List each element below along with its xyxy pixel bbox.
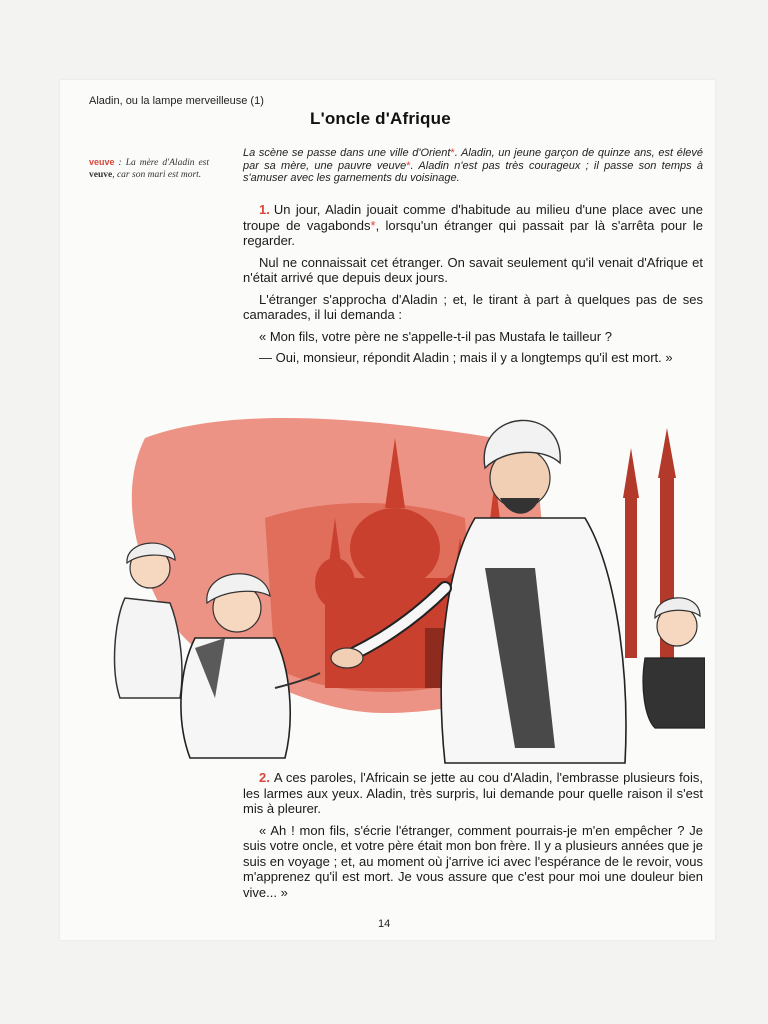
paragraph: — Oui, monsieur, répondit Aladin ; mais il y a longtemps qu'il est mort. » [259,350,673,365]
illustration [85,368,705,768]
page-number: 14 [378,918,391,930]
boy-right [643,598,705,728]
section-number: 2. [259,770,270,785]
paragraph: Nul ne connaissait cet étranger. On savait seulement qu'il venait d'Afrique et n'était arrivé que depuis deux jours. [243,254,703,285]
text-run: , lorsqu'un étranger qui passait par là s'arrêta pour le regarder. [243,217,703,248]
text-run: Un jour, Aladin jouait comme d'habitude au milieu d'une place avec une troupe de vagabonds [243,202,703,233]
glossary-def-b: , car son mari est mort. [112,170,202,180]
glossary-def-a: La mère d'Aladin est [125,158,209,168]
intro-part1: La scène se passe dans une ville d'Orient [243,147,451,159]
section-1 [243,202,703,372]
paragraph [243,202,703,249]
paragraph: « Mon fils, votre père ne s'appelle-t-il pas Mustafa le tailleur ? [259,328,612,344]
intro-part3: . Aladin n'est pas très courageux ; il passe son temps à s'amuser avec les garnements du voisinage. [243,159,703,184]
glossary-star: * [450,147,455,159]
glossary-term: veuve [89,157,115,167]
glossary-def-bold: veuve [89,170,113,180]
book-page [60,80,715,940]
intro-part2: . Aladin, un jeune garçon de quinze ans, est élevé par sa mère, une pauvre veuve [243,147,704,172]
section-2 [243,770,703,906]
text-run: A ces paroles, l'Africain se jette au cou d'Aladin, l'embrasse plusieurs fois, les larmes aux yeux. Aladin, très surpris, lui demande pour quelle raison il s'est mis à pleurer. [243,770,703,816]
paragraph: L'étranger s'approcha d'Aladin ; et, le tirant à part à quelques pas de ses camarades, il lui demanda : [243,291,703,322]
paragraph: « Ah ! mon fils, s'écrie l'étranger, comment pourrais-je m'en empêcher ? Je suis votre oncle, et votre père était mon bon frère. Il y a plusieurs années que je suis en voyage ; et, au moment où j'arrive ici avec l'espérance de le revoir, vous m'apprenez qu'il est mort. Je vous assure que c'est pour moi une douleur bien vive... » [243,822,703,900]
glossary-star: * [370,217,376,233]
glossary-note [89,156,209,181]
intro-paragraph [243,147,703,185]
section-number: 1. [259,202,270,217]
glossary-star: * [406,159,411,172]
chapter-title: L'oncle d'Afrique [310,109,451,128]
paragraph [243,770,703,817]
glossary-sep: : [114,158,126,168]
running-header: Aladin, ou la lampe merveilleuse (1) [89,95,264,107]
